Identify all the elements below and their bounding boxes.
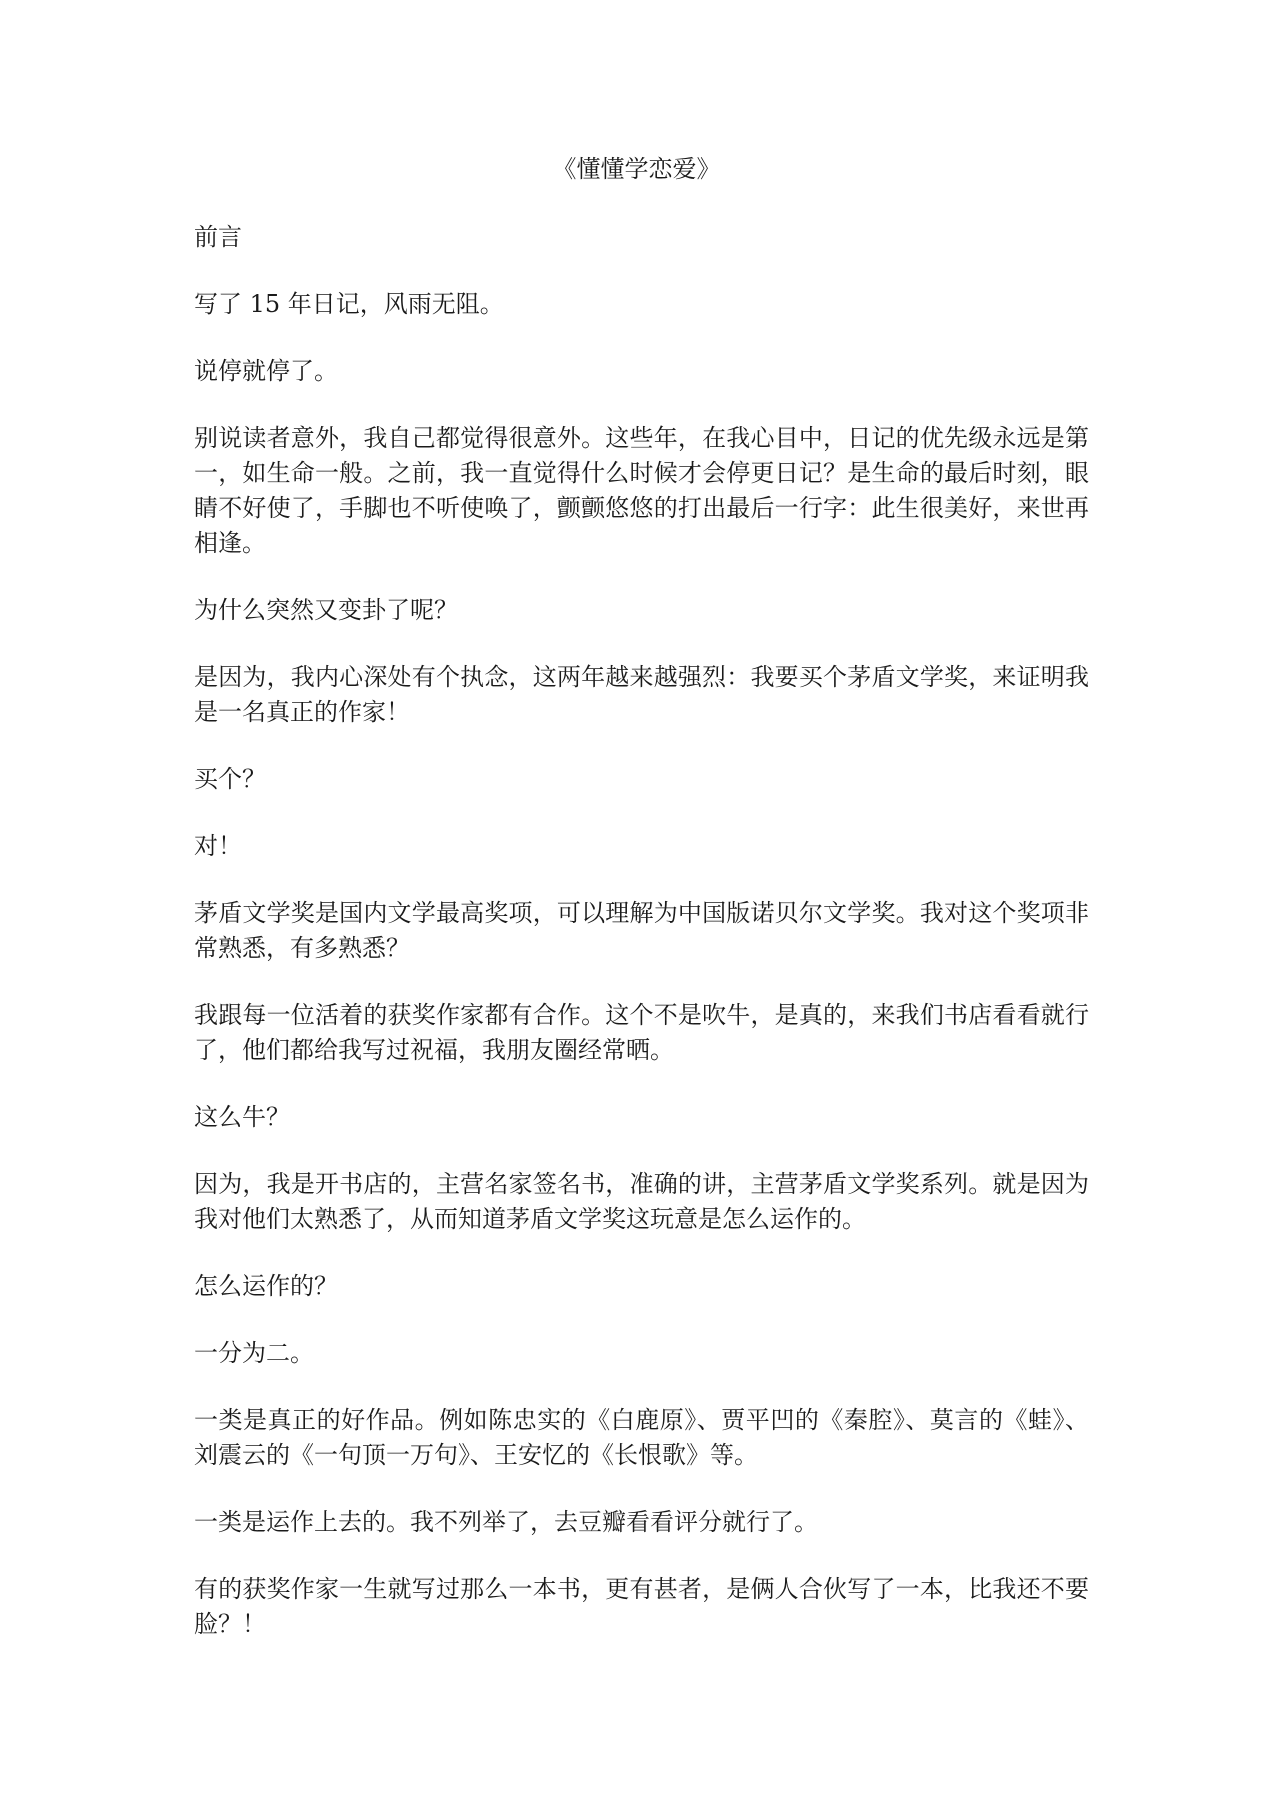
paragraph: 对！ <box>194 832 242 860</box>
paragraph: 因为，我是开书店的，主营名家签名书，准确的讲，主营茅盾文学奖系列。就是因为我对他们太熟悉了，从而知道茅盾文学奖这玩意是怎么运作的。 <box>194 1170 1089 1233</box>
paragraph: 茅盾文学奖是国内文学最高奖项，可以理解为中国版诺贝尔文学奖。我对这个奖项非常熟悉，有多熟悉？ <box>194 899 1089 962</box>
paragraph: 一分为二。 <box>194 1339 314 1367</box>
paragraph: 一类是真正的好作品。例如陈忠实的《白鹿原》、贾平凹的《秦腔》、莫言的《蛙》、刘震云的《一句顶一万句》、王安忆的《长恨歌》等。 <box>194 1406 1089 1469</box>
document-body <box>194 220 1089 1674</box>
paragraph: 别说读者意外，我自己都觉得很意外。这些年，在我心目中，日记的优先级永远是第一，如生命一般。之前，我一直觉得什么时候才会停更日记？是生命的最后时刻，眼睛不好使了，手脚也不听使唤了，颤颤悠悠的打出最后一行字：此生很美好，来世再相逢。 <box>194 424 1089 557</box>
paragraph: 有的获奖作家一生就写过那么一本书，更有甚者，是俩人合伙写了一本，比我还不要脸？！ <box>194 1575 1089 1638</box>
paragraph: 说停就停了。 <box>194 357 338 385</box>
document-title: 《懂懂学恋爱》 <box>552 155 721 183</box>
paragraph: 怎么运作的？ <box>194 1272 338 1300</box>
paragraph: 写了 15 年日记，风雨无阻。 <box>194 290 504 318</box>
paragraph: 为什么突然又变卦了呢？ <box>194 596 458 624</box>
paragraph-preface-heading: 前言 <box>194 223 242 251</box>
paragraph: 是因为，我内心深处有个执念，这两年越来越强烈：我要买个茅盾文学奖，来证明我是一名真正的作家！ <box>194 663 1089 726</box>
paragraph: 买个？ <box>194 765 266 793</box>
paragraph: 一类是运作上去的。我不列举了，去豆瓣看看评分就行了。 <box>194 1508 818 1536</box>
paragraph: 这么牛？ <box>194 1103 290 1131</box>
paragraph: 我跟每一位活着的获奖作家都有合作。这个不是吹牛，是真的，来我们书店看看就行了，他们都给我写过祝福，我朋友圈经常晒。 <box>194 1001 1089 1064</box>
